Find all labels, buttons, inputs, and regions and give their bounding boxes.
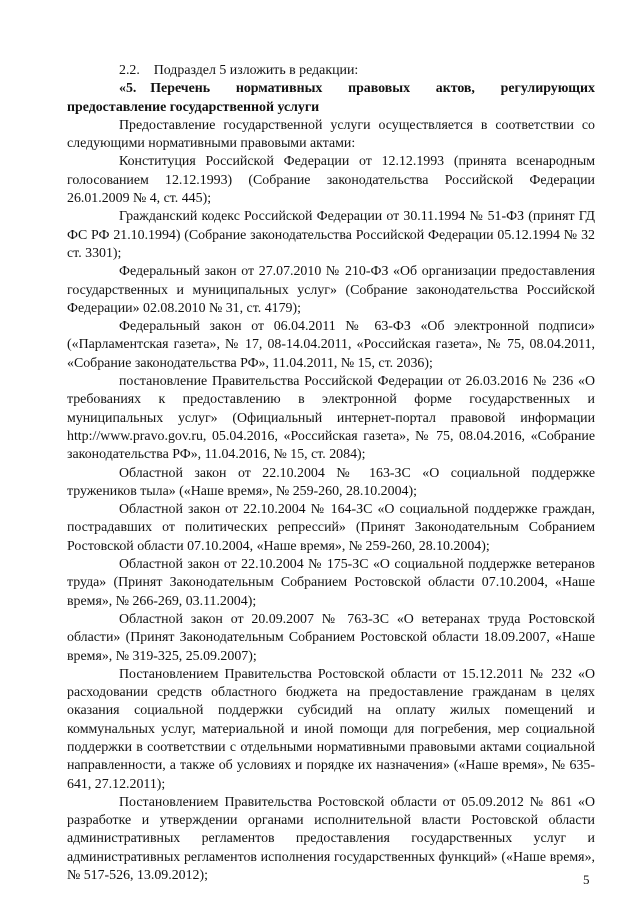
paragraph-regional-decree-861: Постановлением Правительства Ростовской области от 05.09.2012 № 861 «О разработке и утверждении органами исполнительной власти Ростовской области административных регламентов предоставления государственных услуг и административных регламентов исполнения государственных функций» («Наше время», № 517-526, 13.09.2012);: [67, 794, 595, 884]
paragraph-federal-law-210: Федеральный закон от 27.07.2010 № 210-ФЗ «Об организации предоставления государственных и муниципальных услуг» (Собрание законодательства Российской Федерации» 02.08.2010 № 31, ст. 4179);: [67, 264, 595, 316]
paragraph-government-decree-236: постановление Правительства Российской Федерации от 26.03.2016 № 236 «О требованиях к предоставлению в электронной форме государственных и муниципальных услуг» (Официальный интернет-портал правовой информации http://www.pravo.gov.ru, 05.04.2016, «Российская газета», № 75, 08.04.2016, «Собрание законодательства РФ», 11.04.2016, № 15, ст. 2084);: [67, 374, 595, 463]
section-heading: «5. Перечень нормативных правовых актов, регулирующих предоставление государственной услуги: [67, 81, 595, 115]
page-number: 5: [583, 872, 590, 887]
paragraph-federal-law-63: Федеральный закон от 06.04.2011 № 63-ФЗ «Об электронной подписи» («Парламентская газета», № 17, 08-14.04.2011, «Российская газета», № 75, 08.04.2011, «Собрание законодательства РФ», 11.04.2011, № 15, ст. 2036);: [67, 319, 595, 371]
item-2-2: 2.2. Подраздел 5 изложить в редакции:: [119, 63, 359, 78]
document-body: [67, 62, 595, 885]
paragraph-intro: Предоставление государственной услуги осуществляется в соответствии со следующими нормативными правовыми актами:: [67, 117, 595, 152]
paragraph-regional-decree-232: Постановлением Правительства Ростовской области от 15.12.2011 № 232 «О расходовании средств областного бюджета на предоставление гражданам в целях оказания социальной поддержки субсидий на оплату жилых помещений и коммунальных услуг, материальной и иной помощи для погребения, мер социальной поддержки в соответствии с отдельными нормативными правовыми актами социальной направленности, а также об условиях и порядке их назначения» («Наше время», № 635-641, 27.12.2011);: [67, 666, 595, 792]
paragraph-civil-code: Гражданский кодекс Российской Федерации от 30.11.1994 № 51-ФЗ (принят ГД ФС РФ 21.10.1994) (Собрание законодательства Российской Федерации 05.12.1994 № 32 ст. 3301);: [67, 209, 595, 261]
paragraph-regional-law-164: Областной закон от 22.10.2004 № 164-ЗС «О социальной поддержке граждан, пострадавших от политических репрессий» (Принят Законодательным Собранием Ростовской области 07.10.2004, «Наше время», № 259-260, 28.10.2004);: [67, 502, 595, 554]
paragraph-regional-law-763: Областной закон от 20.09.2007 № 763-ЗС «О ветеранах труда Ростовской области» (Принят Законодательным Собранием Ростовской области 18.09.2007, «Наше время», № 319-325, 25.09.2007);: [67, 611, 595, 664]
paragraph-regional-law-163: Областной закон от 22.10.2004 № 163-ЗС «О социальной поддержке тружеников тыла» («Наше время», № 259-260, 28.10.2004);: [67, 465, 595, 499]
paragraph-regional-law-175: Областной закон от 22.10.2004 № 175-ЗС «О социальной поддержке ветеранов труда» (Принят Законодательным Собранием Ростовской области 07.10.2004, «Наше время», № 266-269, 03.11.2004);: [67, 557, 595, 609]
paragraph-constitution: Конституция Российской Федерации от 12.12.1993 (принята всенародным голосованием 12.12.1993) (Собрание законодательства Российской Федерации 26.01.2009 № 4, ст. 445);: [67, 154, 595, 207]
